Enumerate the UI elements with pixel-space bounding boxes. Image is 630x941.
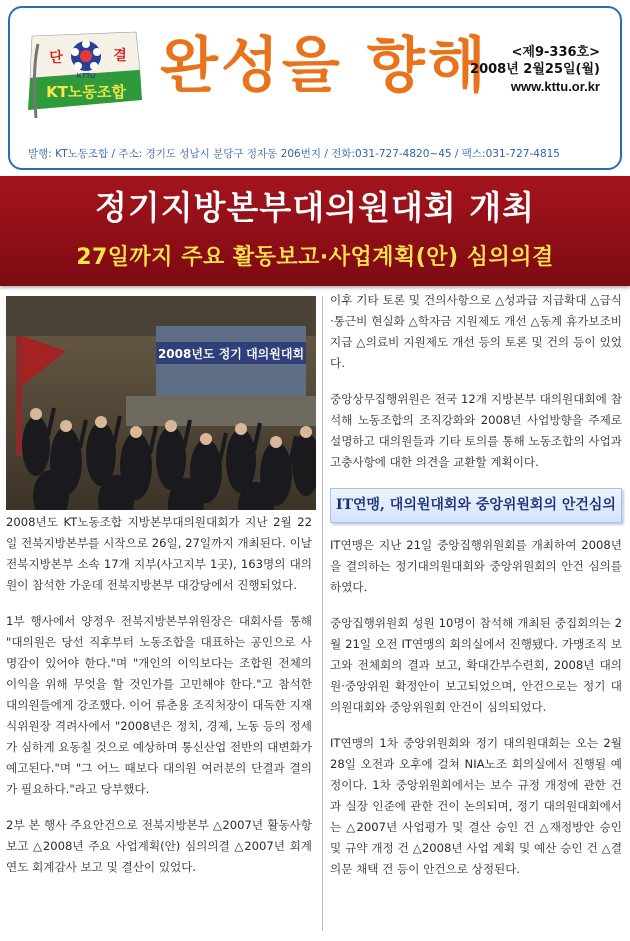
article-paragraph: 이후 기타 토론 및 건의사항으로 △성과급 지급확대 △급식·통근비 현실화 △학자금 지원제도 개선 △동계 휴가보조비 지급 △의료비 지원제도 개선 등의 토론 및 건의 등이 있었다. (330, 293, 622, 370)
article-paragraph: 2부 본 행사 주요안건으로 전북지방본부 △2007년 활동사항 보고 △2008년 주요 사업계획(안) 심의의결 △2007년 회계연도 회계감사 보고 및 결산이 있었다. (6, 818, 312, 874)
flag-text-right: 결 (113, 48, 127, 64)
website-link[interactable]: www.kttu.or.kr (510, 79, 600, 94)
article-paragraph: 중앙상무집행위원은 전국 12개 지방본부 대의원대회에 참석해 노동조합의 조직강화와 2008년 사업방향을 주제로 설명하고 대의원들과 기타 토의를 통해 노동조합의 사업과 고충사항에 대한 의견을 교환할 계획이다. (330, 392, 622, 469)
issue-date: 2008년 2월25일(월) (470, 62, 600, 77)
article-left-column (6, 512, 312, 893)
column-divider (322, 296, 323, 931)
event-photo (6, 296, 316, 510)
article-paragraph: 중앙집행위원회 성원 10명이 참석해 개최된 중집회의는 2월 21일 오전 IT연맹의 회의실에서 진행됐다. 가맹조직 보고와 전체회의 결과 보고, 확대간부수련회, 2008년 대의원·중앙위원 확정안이 보고되었으며, 안건으로는 정기 대의원대회와 중앙위원회 안건이 심의되었다. (330, 616, 622, 714)
issue-number: <제9-336호> (511, 45, 600, 60)
headline-banner (0, 176, 630, 286)
article-paragraph: IT연맹의 1차 중앙위원회와 정기 대의원대회는 오는 2월 28일 오전과 오후에 걸쳐 NIA노조 회의실에서 진행될 예정이다. 1차 중앙위원회에서는 보수 규정 개정에 관한 건과 실장 인준에 관한 건이 논의되며, 정기 대의원대회에서는 △2007년 사업평가 및 결산 승인 건 △재정방안 승인 및 규약 개정 건 △2008년 사업 계획 및 예산 승인 건 △결의문 채택 건 등이 안건으로 상정된다. (330, 736, 622, 876)
article-paragraph: IT연맹은 지난 21일 중앙집행위원회를 개최하여 2008년을 결의하는 정기대의원대회와 중앙위원회의 안건 심의를 하였다. (330, 538, 622, 594)
newsletter-header (8, 6, 622, 170)
sub-headline: 27일까지 주요 활동보고·사업계획(안) 심의의결 (76, 245, 554, 270)
flag-text-left: 단 (49, 50, 63, 66)
section-subheading: IT연맹, 대의원대회와 중앙위원회의 안건심의 (330, 488, 622, 523)
stage-sign-text: 2008년도 정기 대의원대회 (157, 347, 305, 361)
article-paragraph: 1부 행사에서 양정우 전북지방본부위원장은 대회사를 통해 "대의원은 당선 직후부터 노동조합을 대표하는 공인으로 사명감이 있어야 한다."며 "개인의 이익보다는 조합원 전체의 이익을 위해 무엇을 할 것인가를 고민해야 한다."고 참석한 대의원들에게 강조했다. 이어 류춘용 조직처장이 대독한 지재식위원장 격려사에서 "2008년은 정치, 경제, 노동 등의 정세가 심하게 요동칠 것으로 예상하며 통신산업 전반의 대변화가 예고된다."며 "그 어느 때보다 대의원 여러분의 단결과 결의가 필요하다."라고 당부했다. (6, 614, 312, 796)
main-headline: 정기지방본부대의원대회 개최 (95, 188, 535, 227)
article-right-column (330, 290, 622, 895)
kttu-flag-logo (24, 30, 144, 122)
issue-info (470, 44, 600, 95)
article-paragraph: 2008년도 KT노동조합 지방본부대의원대회가 지난 2월 22일 전북지방본부를 시작으로 26일, 27일까지 개최된다. 이날 전북지방본부 소속 17개 지부(사고지부 1곳), 163명의 대의원이 참석한 가운데 전북지방본부 대강당에서 진행되었다. (6, 515, 312, 592)
flag-bottom-text: KT노동조합 (46, 83, 126, 101)
masthead-title: 완성을 향해 (160, 31, 489, 101)
publisher-info: 발행: KT노동조합 / 주소: 경기도 성남시 분당구 정자동 206번지 / 전화:031-727-4820~45 / 팩스:031-727-4815 (28, 148, 560, 160)
flag-emblem-text: KTTU (76, 73, 96, 80)
